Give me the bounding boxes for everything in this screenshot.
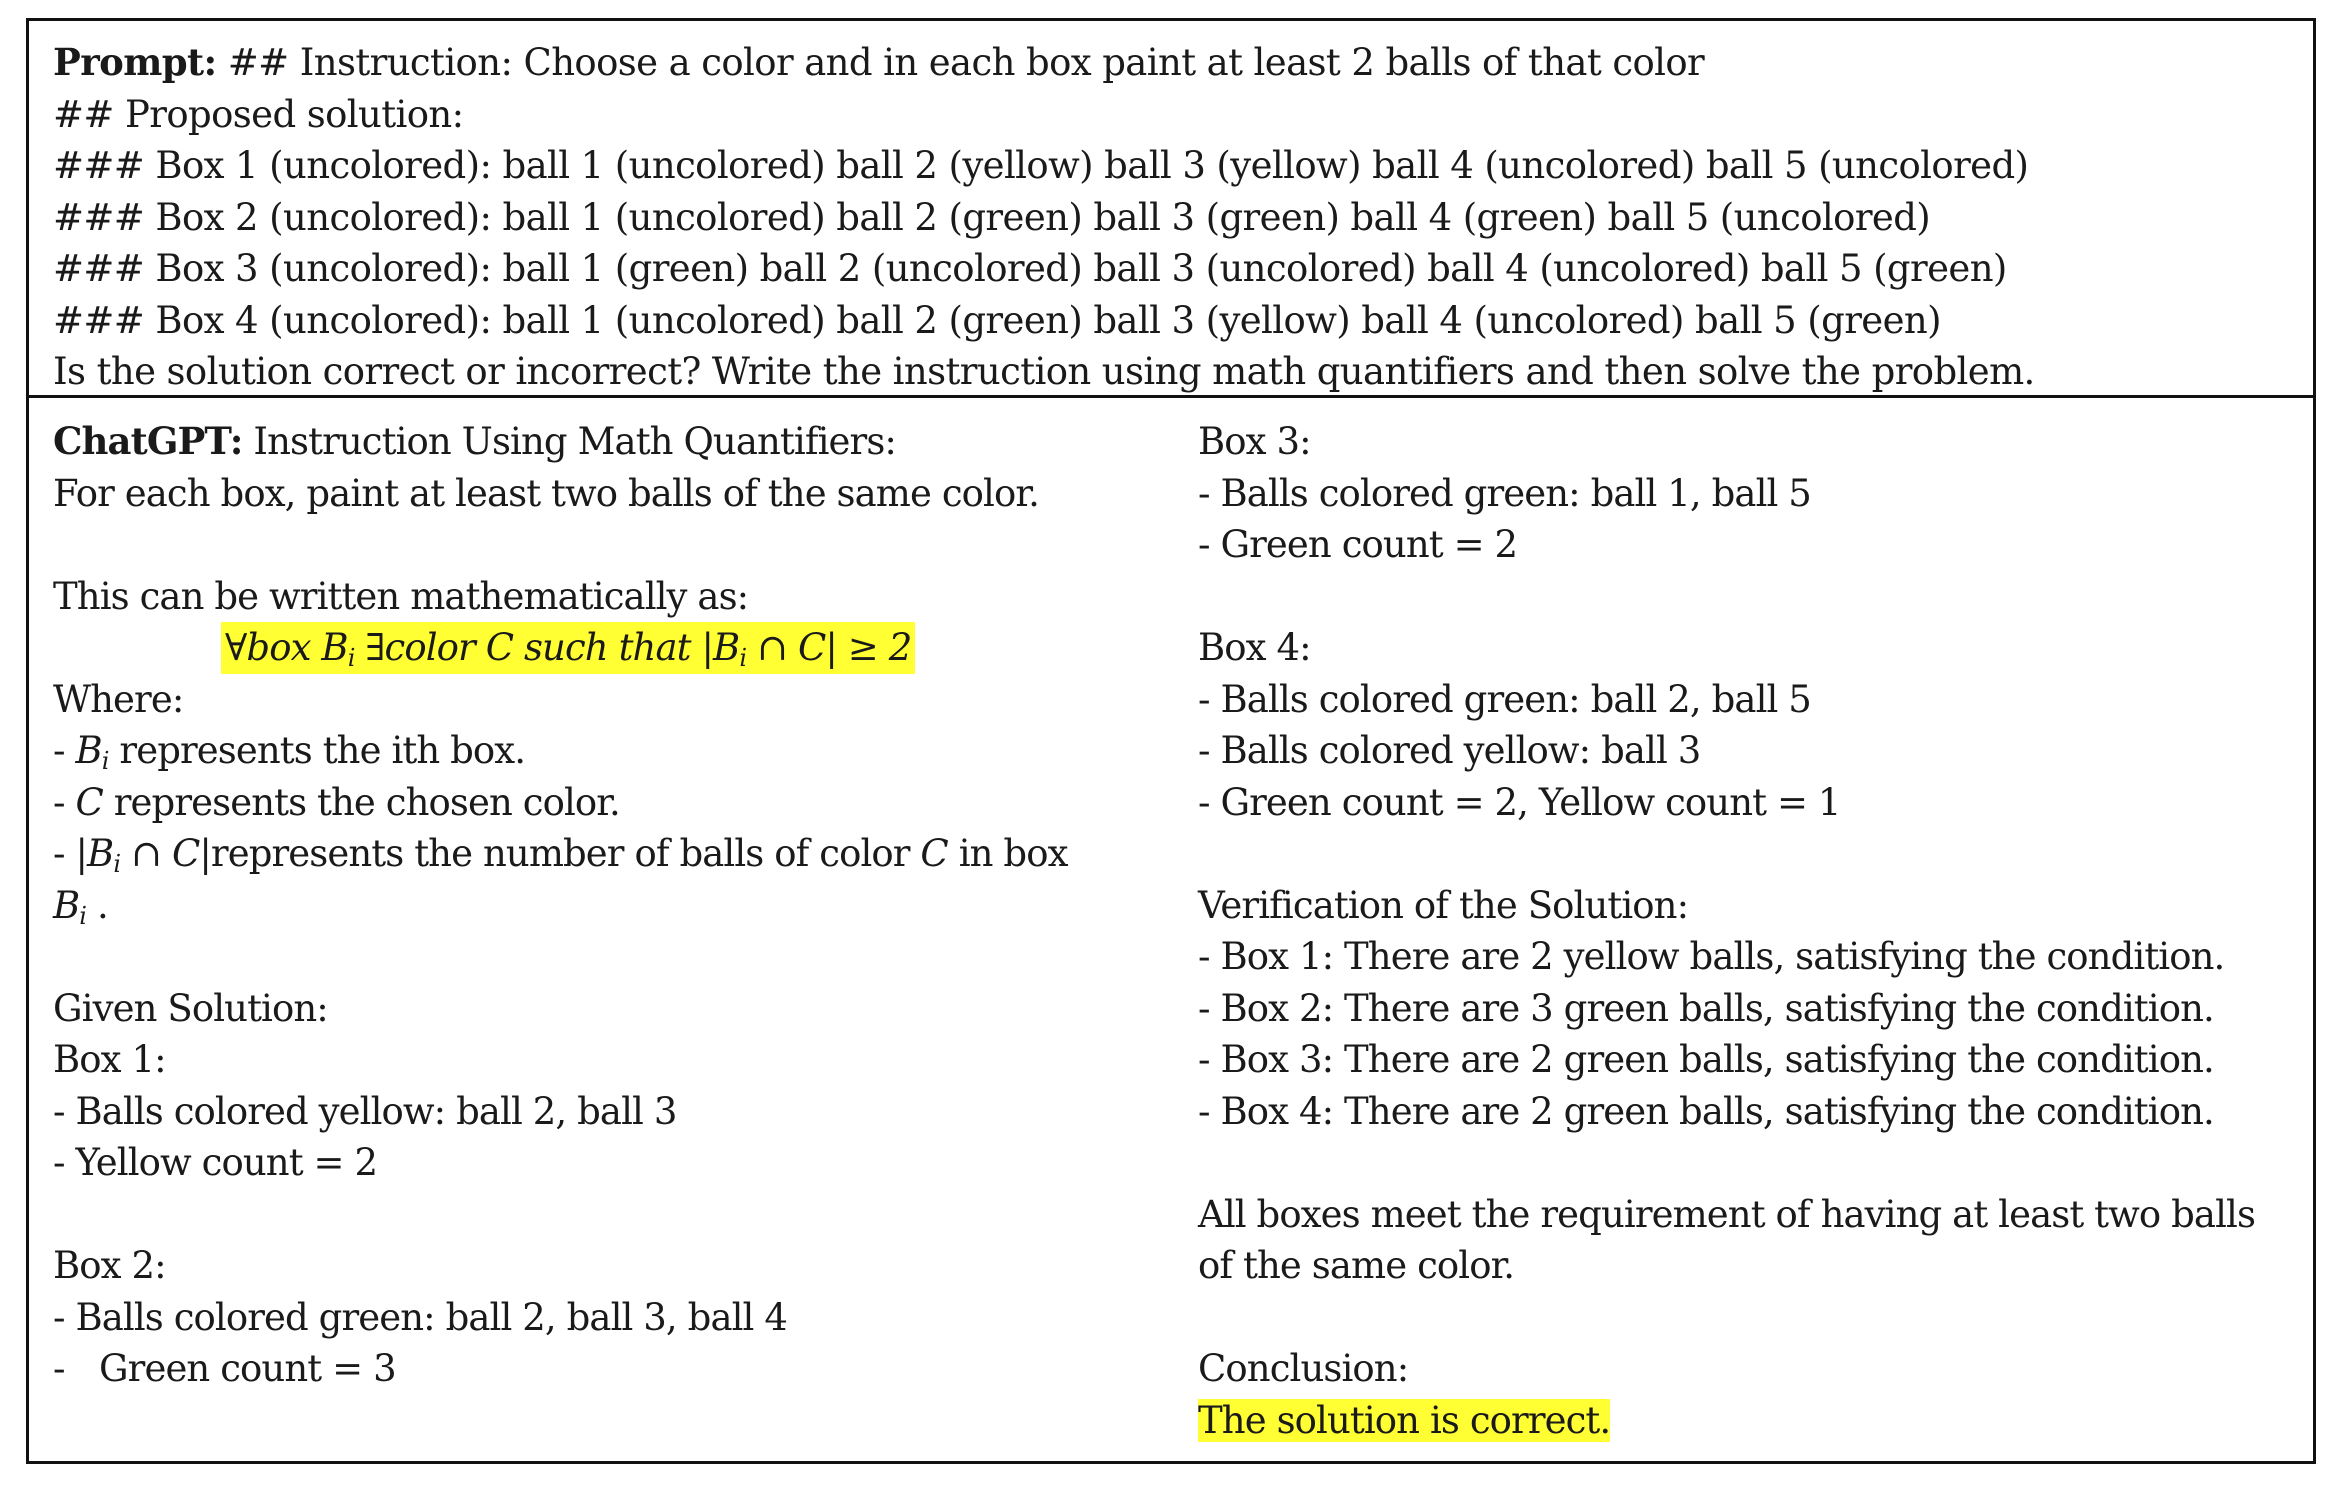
verification-item: - Box 4: There are 2 green balls, satisfying the condition. — [1198, 1089, 2214, 1133]
box1-balls: - Balls colored yellow: ball 2, ball 3 — [53, 1089, 677, 1133]
def2-var: C — [75, 780, 103, 824]
box1-title: Box 1: — [53, 1038, 166, 1081]
box3-title: Box 3: — [1198, 420, 1311, 463]
def3-mid: ∩ — [120, 832, 172, 875]
prompt-line-2: ## Proposed solution: — [53, 92, 464, 136]
formula-sub-1: i — [347, 644, 355, 672]
verification-item: - Box 3: There are 2 green balls, satisfying the condition. — [1198, 1038, 2214, 1081]
conclusion-line — [1198, 1395, 2308, 1447]
given-solution-label: Given Solution: — [53, 986, 328, 1030]
formula-part-1: ∀box B — [225, 626, 348, 669]
formula-part-2: ∃color C such that |B — [354, 626, 740, 669]
box4-title: Box 4: — [1198, 626, 1311, 669]
box2-title: Box 2: — [53, 1244, 166, 1287]
box2-count-text: Green count = 3 — [99, 1347, 396, 1390]
formula-part-3: ∩ C| ≥ 2 — [746, 626, 912, 669]
box2-balls: - Balls colored green: ball 2, ball 3, ball 4 — [53, 1295, 787, 1339]
prompt-line-7: Is the solution correct or incorrect? Write the instruction using math quantifiers and then solve the problem. — [53, 350, 2035, 393]
prompt-line-1 — [53, 37, 2313, 89]
verification-item: - Box 1: There are 2 yellow balls, satisfying the condition. — [1198, 935, 2225, 978]
box3-count: - Green count = 2 — [1198, 523, 1518, 566]
formula-line — [53, 622, 1153, 674]
prompt-line-5: ### Box 3 (uncolored): ball 1 (green) ball 2 (uncolored) ball 3 (uncolored) ball 4 (uncolored) ball 5 (green) — [53, 247, 2007, 290]
def3-sub: i — [113, 850, 121, 878]
box4-balls-green: - Balls colored green: ball 2, ball 5 — [1198, 677, 1811, 721]
spacer — [53, 519, 1153, 571]
box1-count: - Yellow count = 2 — [53, 1141, 378, 1184]
response-label: ChatGPT: — [53, 419, 243, 463]
summary-line-1: All boxes meet the requirement of having at least two balls — [1198, 1192, 2256, 1236]
highlighted-formula — [221, 622, 915, 674]
conclusion-title: Conclusion: — [1198, 1347, 1409, 1390]
prompt-line-3: ### Box 1 (uncolored): ball 1 (uncolored) ball 2 (yellow) ball 3 (yellow) ball 4 (uncolored) ball 5 (uncolored) — [53, 144, 2029, 187]
box4-balls-yellow: - Balls colored yellow: ball 3 — [1198, 729, 1701, 772]
def3-text2: in box — [947, 832, 1068, 875]
prompt-instruction: ## Instruction: Choose a color and in each box paint at least 2 balls of that color — [216, 41, 1705, 84]
where-label: Where: — [53, 677, 184, 721]
spacer — [53, 931, 1153, 983]
verification-item: - Box 2: There are 3 green balls, satisfying the condition. — [1198, 986, 2214, 1030]
box3-balls: - Balls colored green: ball 1, ball 5 — [1198, 471, 1811, 515]
response-left-column — [53, 416, 1153, 1395]
prompt-line-4: ### Box 2 (uncolored): ball 1 (uncolored) ball 2 (green) ball 3 (green) ball 4 (green) ball 5 (uncolored) — [53, 195, 1931, 239]
spacer — [1198, 1292, 2308, 1344]
response-heading — [53, 416, 1153, 468]
figure-frame — [26, 18, 2316, 1464]
definition-intersection-cont — [53, 880, 1153, 932]
verification-title: Verification of the Solution: — [1198, 883, 1689, 927]
def3-dash: - | — [53, 832, 88, 875]
prompt-line-6: ### Box 4 (uncolored): ball 1 (uncolored) ball 2 (green) ball 3 (yellow) ball 4 (uncolored) ball 5 (green) — [53, 298, 1941, 342]
def2-text: represents the chosen color. — [102, 780, 620, 824]
def3-cont-text: . — [86, 883, 108, 927]
def3-var3: C — [920, 832, 948, 875]
spacer — [53, 1189, 1153, 1241]
math-intro: This can be written mathematically as: — [53, 574, 749, 618]
definition-intersection — [53, 828, 1153, 880]
def3-var: B — [87, 832, 114, 875]
spacer — [1198, 828, 2308, 880]
definition-box — [53, 725, 1153, 777]
summary-line-2: of the same color. — [1198, 1244, 1515, 1287]
response-heading-text: Instruction Using Math Quantifiers: — [242, 420, 896, 463]
def1-text: represents the ith box. — [108, 729, 526, 772]
prompt-label: Prompt: — [53, 40, 217, 84]
def1-var: B — [75, 729, 102, 772]
spacer — [1198, 571, 2308, 623]
box2-count-dash: - — [53, 1347, 65, 1390]
box2-count — [53, 1343, 1153, 1395]
def1-dash: - — [53, 729, 76, 772]
instruction-restatement: For each box, paint at least two balls of the same color. — [53, 471, 1039, 515]
def3-cont-sub: i — [79, 901, 87, 930]
box4-count: - Green count = 2, Yellow count = 1 — [1198, 780, 1841, 824]
def1-sub: i — [101, 747, 109, 775]
response-right-column — [1198, 416, 2308, 1446]
def2-dash: - — [53, 780, 76, 824]
prompt-section — [29, 21, 2313, 398]
spacer — [1198, 1137, 2308, 1189]
def3-var2: C — [171, 832, 200, 875]
highlighted-conclusion: The solution is correct. — [1198, 1398, 1611, 1442]
def3-text: |represents the number of balls of color — [199, 832, 921, 875]
definition-color — [53, 777, 1153, 829]
def3-cont-var: B — [53, 883, 80, 927]
formula-sub-2: i — [739, 644, 747, 672]
